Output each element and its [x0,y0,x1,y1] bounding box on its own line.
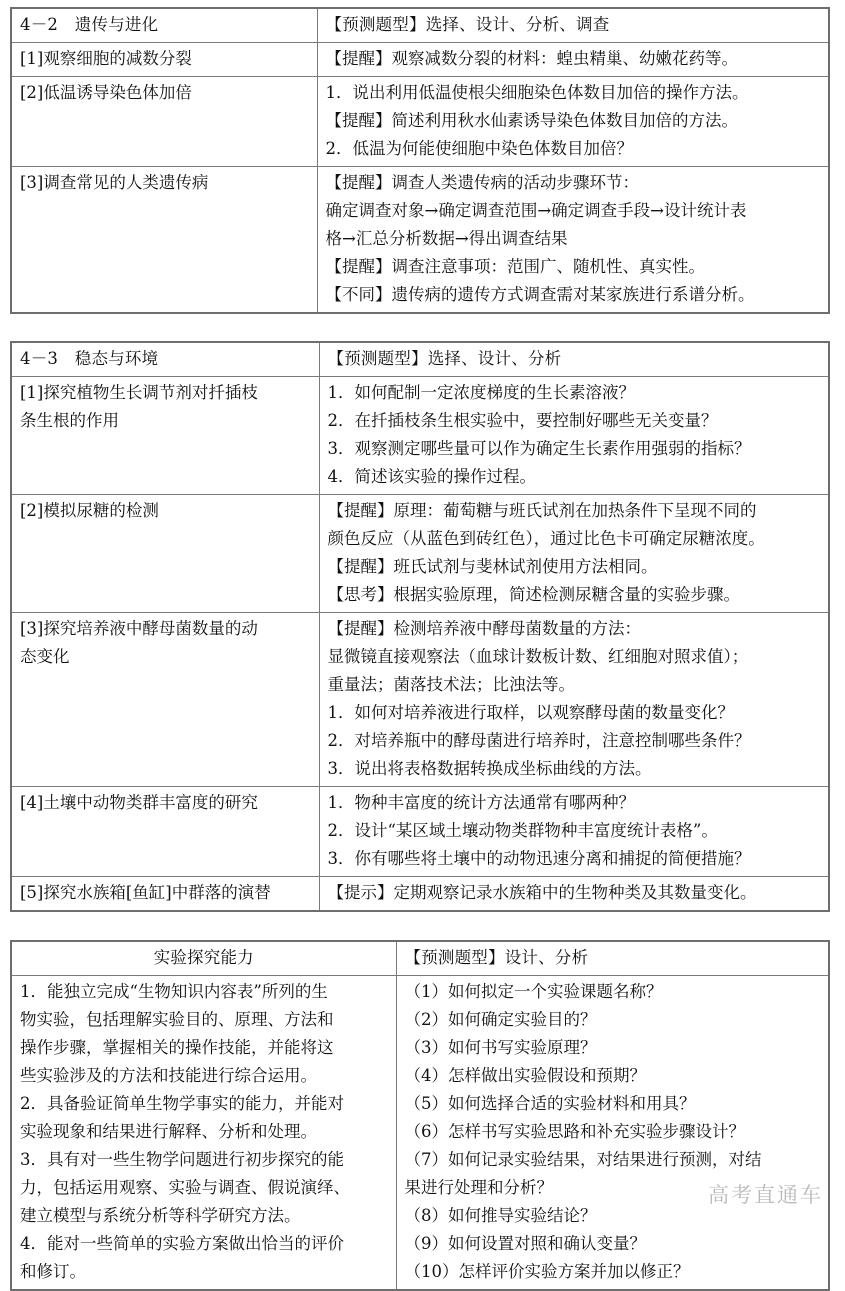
text-line: [3]调查常见的人类遗传病 [20,173,209,192]
section-title-left: 实验探究能力 [11,941,396,976]
text-line: 【提醒】观察减数分裂的材料：蝗虫精巢、幼嫩花药等。 [325,49,738,68]
text-line: 操作步骤，掌握相关的操作技能，并能将这 [20,1038,334,1057]
text-line: 【提示】定期观察记录水族箱中的生物种类及其数量变化。 [327,883,757,902]
text-line: 4．简述该实验的操作过程。 [327,467,536,486]
text-line: （2）如何确定实验目的？ [404,1010,597,1029]
text-line: 【提醒】调查注意事项：范围广、随机性、真实性。 [325,257,705,276]
text-line: 2．低温为何能使细胞中染色体数目加倍？ [325,139,633,158]
experiment-detail-cell [319,787,829,877]
text-line: 1．说出利用低温使根尖细胞染色体数目加倍的操作方法。 [325,83,749,102]
text-line: 物实验，包括理解实验目的、原理、方法和 [20,1010,334,1029]
table-row [11,43,829,77]
table-body [11,8,829,313]
table-header-row [11,941,829,976]
text-line: 1．如何配制一定浓度梯度的生长素溶液？ [327,383,635,402]
text-line: 【提醒】班氏试剂与斐林试剂使用方法相同。 [327,557,658,576]
text-line: 显微镜直接观察法（血球计数板计数、红细胞对照求值）； [327,647,749,666]
text-line: 4．能对一些简单的实验方案做出恰当的评价 [20,1234,344,1253]
text-line: [2]低温诱导染色体加倍 [20,83,192,102]
text-line: 些实验涉及的方法和技能进行综合运用。 [20,1066,317,1085]
text-line: 1．如何对培养液进行取样，以观察酵母菌的数量变化？ [327,703,734,722]
experiment-name-cell [11,377,319,495]
text-line: 颜色反应（从蓝色到砖红色），通过比色卡可确定尿糖浓度。 [327,529,765,548]
experiment-detail-cell [317,77,829,167]
text-line: [4]土壤中动物类群丰富度的研究 [20,793,258,812]
table-body [11,941,829,1290]
table-homeostasis-environment [10,341,830,912]
text-line: （10）怎样评价实验方案并加以修正？ [404,1262,690,1281]
table-row [11,167,829,314]
experiment-name-cell [11,43,317,77]
text-line: （3）如何书写实验原理？ [404,1038,597,1057]
text-line: 建立模型与系统分析等科学研究方法。 [20,1206,301,1225]
section-title-right: 【预测题型】设计、分析 [396,941,829,976]
table-row [11,77,829,167]
text-line: 条生根的作用 [20,411,119,430]
text-line: 2．设计“某区域土壤动物类群物种丰富度统计表格”。 [327,821,718,840]
text-line: 果进行处理和分析？ [404,1178,553,1197]
table-body [11,342,829,911]
text-line: [1]观察细胞的减数分裂 [20,49,192,68]
text-line: （6）怎样书写实验思路和补充实验步骤设计？ [404,1122,745,1141]
table-spacer [0,314,845,341]
text-line: 重量法；菌落技术法；比浊法等。 [327,675,575,694]
text-line: （8）如何推导实验结论？ [404,1206,597,1225]
table-header-row [11,8,829,43]
text-line: 【提醒】调查人类遗传病的活动步骤环节： [325,173,639,192]
experiment-name-cell [11,495,319,613]
table-row [11,495,829,613]
table-row [11,787,829,877]
section-title-left: 4－3 稳态与环境 [11,342,319,377]
experiment-name-cell [11,613,319,787]
table-row [11,877,829,912]
text-line: （1）如何拟定一个实验课题名称？ [404,982,663,1001]
text-line: 【提醒】检测培养液中酵母菌数量的方法： [327,619,641,638]
table-inquiry-ability [10,940,830,1291]
text-line: 【提醒】原理：葡萄糖与班氏试剂在加热条件下呈现不同的 [327,501,757,520]
text-line: 1．能独立完成“生物知识内容表”所列的生 [20,982,328,1001]
watermark: 高考直通车 [708,1183,823,1207]
experiment-detail-cell [319,495,829,613]
table-header-row [11,342,829,377]
table-row [11,613,829,787]
text-line: 2．在扦插枝条生根实验中，要控制好哪些无关变量？ [327,411,718,430]
experiment-detail-cell [319,613,829,787]
experiment-detail-cell [319,377,829,495]
text-line: （9）如何设置对照和确认变量？ [404,1234,646,1253]
text-line: [5]探究水族箱[鱼缸]中群落的演替 [20,883,271,902]
text-line: 3．具有对一些生物学问题进行初步探究的能 [20,1150,344,1169]
text-line: 3．说出将表格数据转换成坐标曲线的方法。 [327,759,652,778]
text-line: 3．你有哪些将土壤中的动物迅速分离和捕捉的简便措施？ [327,849,751,868]
text-line: 2．对培养瓶中的酵母菌进行培养时，注意控制哪些条件？ [327,731,751,750]
text-line: （4）怎样做出实验假设和预期？ [404,1066,646,1085]
text-line: 2．具备验证简单生物学事实的能力，并能对 [20,1094,344,1113]
text-line: 【不同】遗传病的遗传方式调查需对某家族进行系谱分析。 [325,285,755,304]
table-genetics-evolution [10,7,830,314]
text-line: 【思考】根据实验原理，简述检测尿糖含量的实验步骤。 [327,585,740,604]
section-title-left: 4－2 遗传与进化 [11,8,317,43]
text-line: 力，包括运用观察、实验与调查、假说演绎、 [20,1178,350,1197]
text-line: 1．物种丰富度的统计方法通常有哪两种？ [327,793,635,812]
experiment-name-cell [11,77,317,167]
experiment-name-cell [11,787,319,877]
text-line: 3．观察测定哪些量可以作为确定生长素作用强弱的指标？ [327,439,751,458]
text-line: 确定调查对象→确定调查范围→确定调查手段→设计统计表 [325,201,747,220]
text-line: （7）如何记录实验结果，对结果进行预测，对结 [404,1150,762,1169]
text-line: 【提醒】简述利用秋水仙素诱导染色体数目加倍的方法。 [325,111,738,130]
text-line: 态变化 [20,647,70,666]
text-line: [2]模拟尿糖的检测 [20,501,159,520]
section-title-right: 【预测题型】选择、设计、分析 [319,342,829,377]
experiment-detail-cell [317,43,829,77]
text-line: 实验现象和结果进行解释、分析和处理。 [20,1122,317,1141]
text-line: [3]探究培养液中酵母菌数量的动 [20,619,258,638]
section-title-right: 【预测题型】选择、设计、分析、调查 [317,8,829,43]
table-spacer [0,912,845,940]
experiment-detail-cell [319,877,829,912]
experiment-name-cell [11,167,317,314]
text-line: 格→汇总分析数据→得出调查结果 [325,229,568,248]
table-row [11,377,829,495]
text-line: 和修订。 [20,1262,86,1281]
text-line: （5）如何选择合适的实验材料和用具？ [404,1094,696,1113]
experiment-detail-cell [317,167,829,314]
text-line: [1]探究植物生长调节剂对扦插枝 [20,383,258,402]
experiment-name-cell [11,877,319,912]
